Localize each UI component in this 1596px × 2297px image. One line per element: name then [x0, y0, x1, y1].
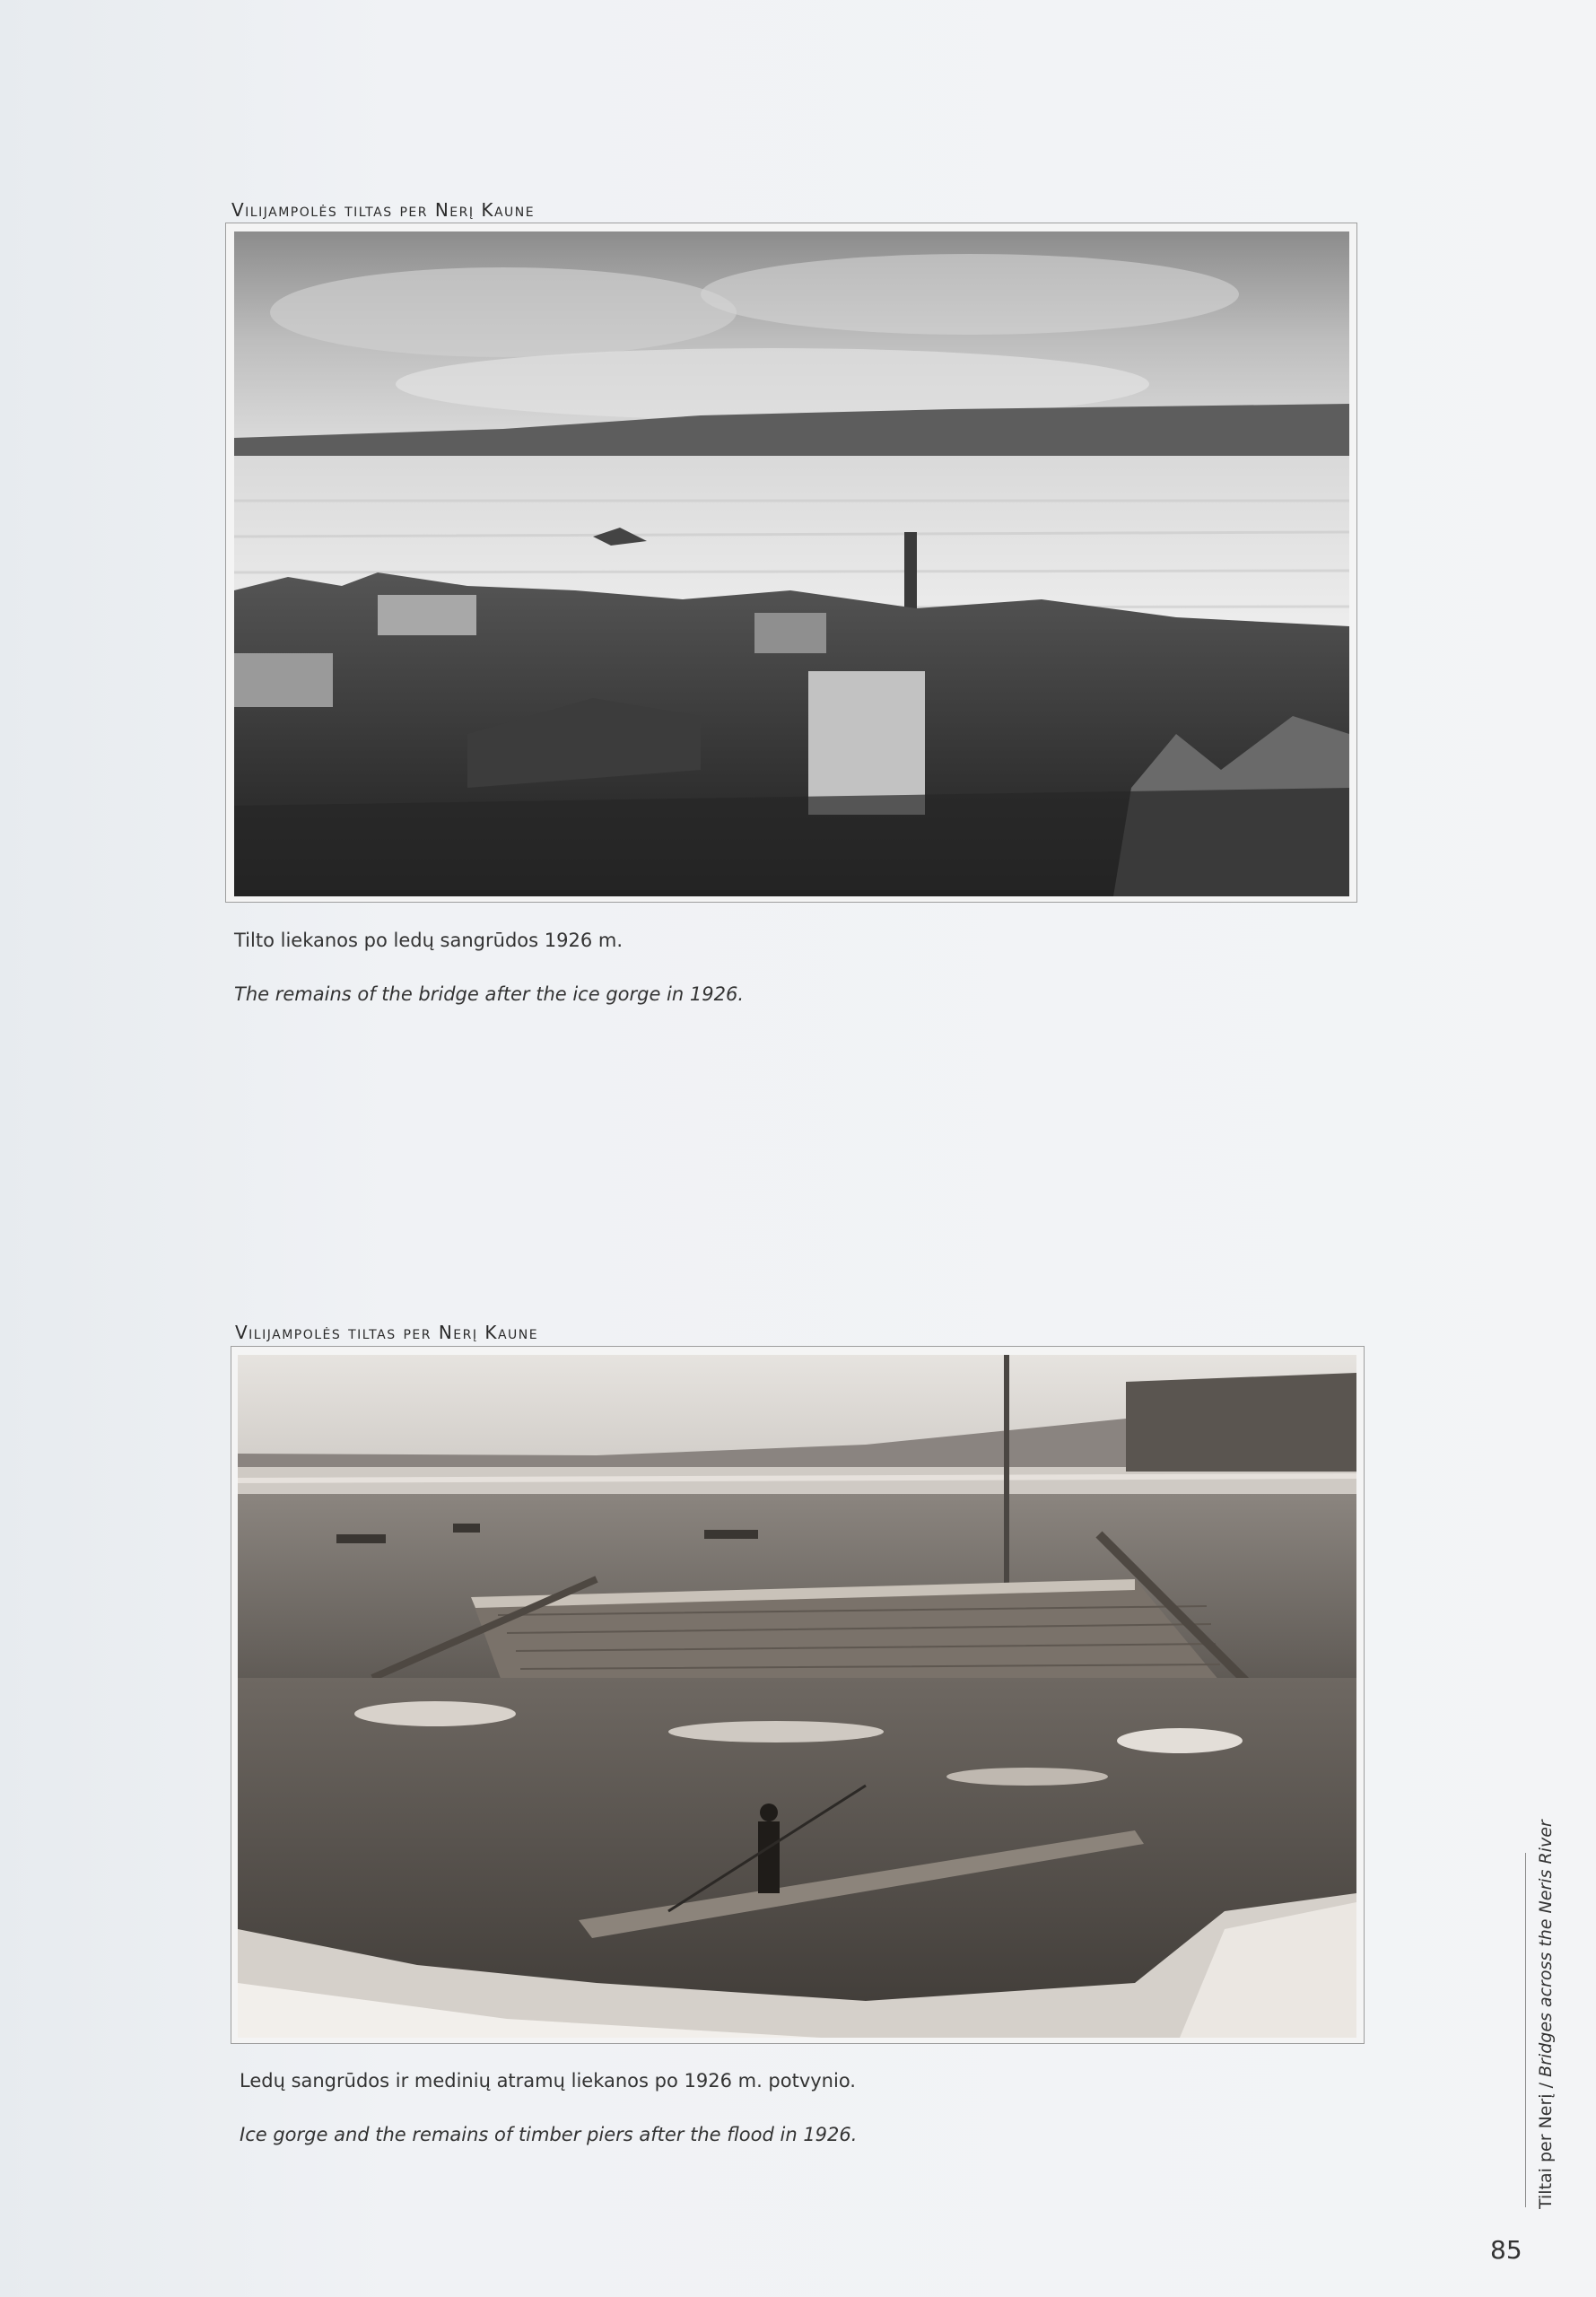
figure-2-caption-lt: Ledų sangrūdos ir medinių atramų liekanos po 1926 m. potvynio. — [240, 2070, 856, 2092]
running-title — [1536, 1820, 1556, 2209]
page-number: 85 — [1490, 2235, 1522, 2265]
figure-1-caption-en: The remains of the bridge after the ice gorge in 1926. — [234, 983, 744, 1005]
figure-2-caption-en: Ice gorge and the remains of timber piers after the flood in 1926. — [240, 2124, 858, 2145]
figure-1-caption-lt: Tilto liekanos po ledų sangrūdos 1926 m. — [234, 930, 623, 951]
running-title-separator: / — [1536, 2076, 1556, 2094]
running-title-en: Bridges across the Neris River — [1536, 1820, 1556, 2077]
figure-1-photo — [234, 231, 1349, 896]
running-title-lt: Tiltai per Nerį — [1536, 2093, 1556, 2209]
running-title-rule — [1525, 1853, 1526, 2207]
figure-1-heading: Vilijampolės tiltas per Nerį Kaune — [231, 199, 536, 221]
figure-2-heading: Vilijampolės tiltas per Nerį Kaune — [235, 1322, 539, 1343]
figure-2-photo — [238, 1355, 1356, 2038]
